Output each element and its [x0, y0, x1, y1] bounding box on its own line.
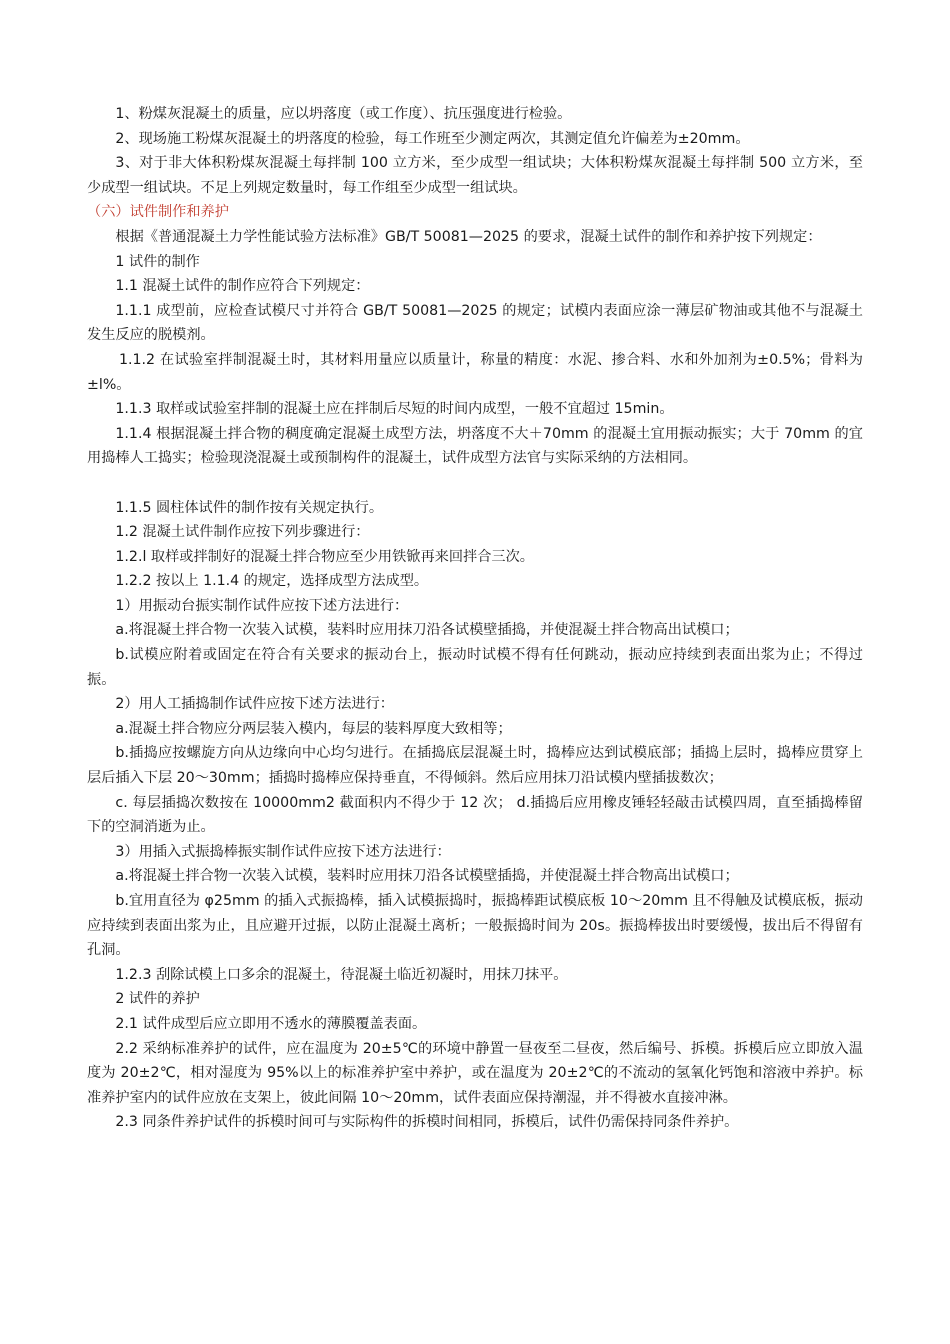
paragraph: 1.2.3 刮除试模上口多余的混凝土，待混凝土临近初凝时，用抹刀抹平。	[115, 966, 568, 983]
paragraph: a.混凝土拌合物应分两层装入模内，每层的装料厚度大致相等；	[115, 720, 512, 737]
document-page	[87, 102, 863, 1135]
paragraph: 2.2 采纳标准养护的试件，应在温度为 20±5℃的环境中静置一昼夜至二昼夜，然后编号、拆模。拆模后应立即放入温度为 20±2℃，相对湿度为 95%以上的标准养护室中养护，或在温度为 20±2℃的不流动的氢氧化钙饱和溶液中养护。标准养护室内的试件应放在支架上，彼此间隔 10～20mm，试件表面应保持潮湿，并不得被水直接冲淋。	[87, 1040, 863, 1106]
paragraph: a.将混凝土拌合物一次装入试模，装料时应用抹刀沿各试模壁插捣，并使混凝土拌合物高出试模口；	[115, 868, 739, 885]
paragraph: 3、对于非大体积粉煤灰混凝土每拌制 100 立方米，至少成型一组试块；大体积粉煤灰混凝土每拌制 500 立方米，至少成型一组试块。不足上列规定数量时，每工作组至少成型一组试块。	[87, 155, 863, 196]
paragraph: 2.3 同条件养护试件的拆模时间可与实际构件的拆模时间相同，拆模后，试件仍需保持同条件养护。	[115, 1114, 739, 1131]
paragraph: 1.2 混凝土试件制作应按下列步骤进行：	[115, 524, 370, 541]
paragraph: a.将混凝土拌合物一次装入试模，装料时应用抹刀沿各试模壁插捣，并使混凝土拌合物高出试模口；	[115, 622, 739, 639]
paragraph: 根据《普通混凝土力学性能试验方法标准》GB/T 50081—2025 的要求，混凝土试件的制作和养护按下列规定：	[115, 228, 822, 245]
paragraph: 1、粉煤灰混凝土的质量，应以坍落度（或工作度）、抗压强度进行检验。	[115, 106, 572, 122]
paragraph: 2、现场施工粉煤灰混凝土的坍落度的检验，每工作班至少测定两次，其测定值允许偏差为±20mm。	[115, 130, 750, 147]
paragraph: 2.1 试件成型后应立即用不透水的薄膜覆盖表面。	[115, 1015, 427, 1032]
paragraph: 1）用振动台振实制作试件应按下述方法进行：	[115, 597, 409, 614]
paragraph: b.宜用直径为 φ25mm 的插入式振捣棒，插入试模振捣时，振捣棒距试模底板 10～20mm 且不得触及试模底板，振动应持续到表面出浆为止，且应避开过振，以防止混凝土离析；一般振捣时间为 20s。振捣棒拔出时要缓慢，拔出后不得留有孔洞。	[87, 893, 863, 959]
paragraph: 1.2.l 取样或拌制好的混凝土拌合物应至少用铁锨再来回拌合三次。	[115, 548, 534, 565]
paragraph: 1.1.2 在试验室拌制混凝土时，其材料用量应以质量计，称量的精度：水泥、掺合料、水和外加剂为±0.5%；骨料为±l%。	[87, 351, 863, 393]
paragraph: b.试模应附着或固定在符合有关要求的振动台上，振动时试模不得有任何跳动，振动应持续到表面出浆为止；不得过振。	[87, 647, 863, 688]
blank-line	[87, 471, 863, 496]
paragraph: 3）用插入式振捣棒振实制作试件应按下述方法进行：	[115, 843, 451, 860]
paragraph: 1.1.1 成型前，应检查试模尺寸并符合 GB/T 50081—2025 的规定；试模内表面应涂一薄层矿物油或其他不与混凝土发生反应的脱模剂。	[87, 302, 863, 344]
paragraph: 2）用人工插捣制作试件应按下述方法进行：	[115, 696, 394, 713]
paragraph: 1.1.4 根据混凝土拌合物的稠度确定混凝土成型方法，坍落度不大＋70mm 的混凝土宜用振动振实；大于 70mm 的宜用捣棒人工捣实；检验现浇混凝土或预制构件的混凝土，试件成型方法官与实际采纳的方法相同。	[87, 425, 863, 467]
section-heading: （六）试件制作和养护	[87, 204, 229, 221]
paragraph: b.插捣应按螺旋方向从边缘向中心均匀进行。在插捣底层混凝土时，捣棒应达到试模底部；插捣上层时，捣棒应贯穿上层后插入下层 20～30mm；插捣时捣棒应保持垂直，不得倾斜。然后应用抹刀沿试模内壁插拔数次；	[87, 745, 863, 787]
subsection-heading: 1 试件的制作	[115, 253, 200, 270]
subsection-heading: 2 试件的养护	[115, 991, 200, 1008]
paragraph: 1.1.3 取样或试验室拌制的混凝土应在拌制后尽短的时间内成型，一般不宜超过 15min。	[115, 401, 674, 418]
paragraph: 1.1.5 圆柱体试件的制作按有关规定执行。	[115, 499, 384, 516]
paragraph: 1.2.2 按以上 1.1.4 的规定，选择成型方法成型。	[115, 573, 429, 590]
paragraph: 1.1 混凝土试件的制作应符合下列规定：	[115, 278, 370, 295]
paragraph: c. 每层插捣次数按在 10000mm2 截面积内不得少于 12 次； d.插捣后应用橡皮锤轻轻敲击试模四周，直至插捣棒留下的空洞消逝为止。	[87, 794, 863, 836]
